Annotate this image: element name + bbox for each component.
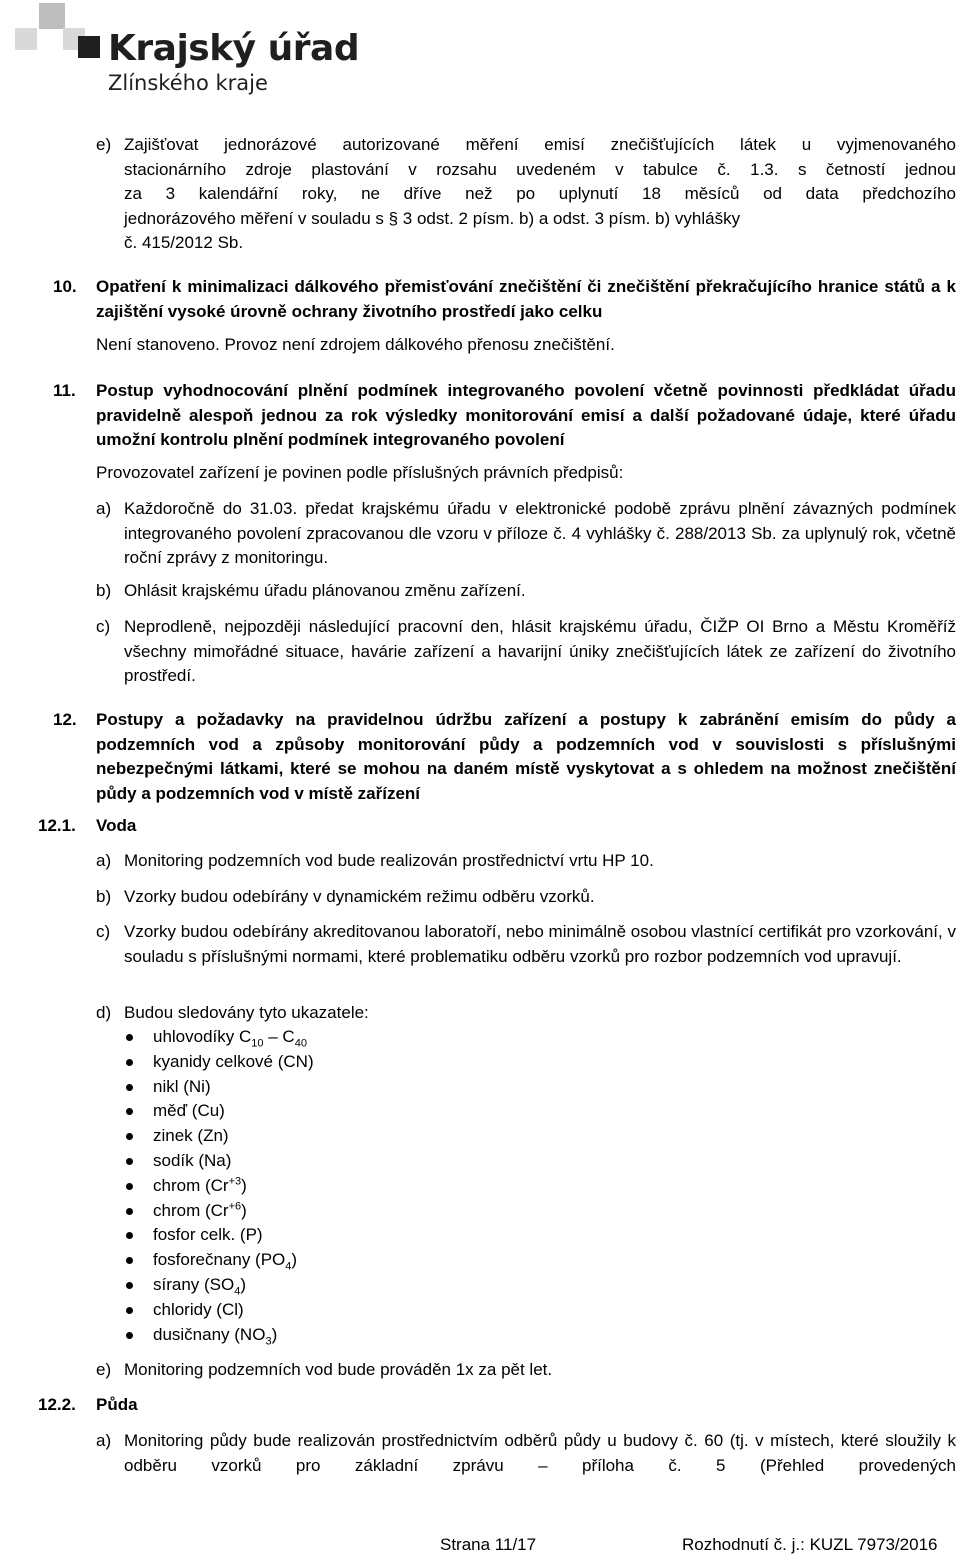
item-text: Ohlásit krajskému úřadu plánovanou změnu zařízení. — [124, 581, 526, 600]
list-item — [96, 885, 956, 910]
list-item: kyanidy celkové (CN) — [124, 1050, 824, 1075]
list-item: sírany $(SO_4)$ — [124, 1273, 824, 1298]
logo-square-light — [39, 3, 65, 29]
item-text: Budou sledovány tyto ukazatele: — [124, 1003, 369, 1022]
list-item — [96, 133, 956, 256]
item-label: d) — [96, 1003, 112, 1022]
list-item — [96, 579, 956, 604]
bullet-icon — [126, 1133, 133, 1140]
bullet-icon — [126, 1208, 133, 1215]
section-number: 11. — [53, 381, 76, 400]
bullet-icon — [126, 1282, 133, 1289]
item-text: Každoročně do 31.03. předat krajskému úřadu v elektronické podobě zprávu plnění závazných podmínek integrovaného povolení zpracovanou dle vzoru v příloze č. 4 vyhlášky č. 288/2013 Sb. za uplynulý rok, včetně roční zprávy z monitoringu. — [124, 499, 956, 567]
list-item: uhlovodíky $C_{10} - C_{40}$ — [124, 1025, 824, 1050]
subsection-title: Voda — [96, 816, 137, 835]
item-label: b) — [96, 581, 112, 600]
section-number: 12. — [53, 710, 77, 729]
item-label: c) — [96, 922, 111, 941]
section-title: Postup vyhodnocování plnění podmínek integrovaného povolení včetně povinnosti předkládat úřadu pravidelně alespoň jednou za rok výsledky monitorování emisí a další požadované údaje, které úřadu umožní kontrolu plnění podmínek integrovaného povolení — [96, 381, 956, 449]
section-text: Není stanoveno. Provoz není zdrojem dálkového přenosu znečištění. — [96, 335, 615, 354]
indicator-list — [124, 1025, 824, 1347]
bullet-icon — [126, 1257, 133, 1264]
page-number: Strana 11/17 — [440, 1535, 537, 1554]
item-line: č. 415/2012 Sb. — [124, 233, 244, 252]
section-intro: Provozovatel zařízení je povinen podle příslušných právních předpisů: — [96, 463, 624, 482]
list-item — [96, 1001, 956, 1026]
item-label: b) — [96, 887, 112, 906]
section-number: 10. — [53, 277, 77, 296]
item-label: e) — [96, 135, 112, 154]
item-label: a) — [96, 851, 112, 870]
bullet-icon — [126, 1108, 133, 1115]
list-item: měď (Cu) — [124, 1099, 824, 1124]
item-text: Vzorky budou odebírány akreditovanou laboratoří, nebo minimálně osobou vlastnící certifikát pro vzorkování, v souladu s příslušnými normami, které problematiku odběru vzorků pro rozbor podzemních vod upravují. — [124, 922, 956, 966]
logo-square-mid-1 — [15, 28, 37, 50]
subsection-number: 12.2. — [38, 1395, 76, 1414]
item-line: za 3 kalendářní roky, ne dříve než po uplynutí 18 měsíců od data předchozího — [124, 184, 956, 203]
bullet-icon — [126, 1307, 133, 1314]
list-item: nikl (Ni) — [124, 1075, 824, 1100]
list-item: chloridy (Cl) — [124, 1298, 824, 1323]
item-text: Monitoring podzemních vod bude realizován prostřednictví vrtu HP 10. — [124, 851, 654, 870]
list-item — [96, 1429, 956, 1478]
item-label: a) — [96, 499, 112, 518]
logo-subtitle: Zlínského kraje — [108, 71, 268, 95]
item-label: c) — [96, 617, 111, 636]
item-label: a) — [96, 1431, 112, 1450]
list-item — [96, 1358, 956, 1383]
logo-title: Krajský úřad — [108, 28, 360, 69]
list-item — [96, 920, 956, 969]
bullet-icon — [126, 1158, 133, 1165]
subsection-title: Půda — [96, 1395, 138, 1414]
list-item: zinek (Zn) — [124, 1124, 824, 1149]
bullet-icon — [126, 1332, 133, 1339]
list-item — [96, 497, 956, 571]
item-line: stacionárního zdroje plastování v rozsahu uvedeném v tabulce č. 1.3. s četností jednou — [124, 159, 956, 179]
list-item: fosfor celk. (P) — [124, 1223, 824, 1248]
list-item: chrom $(Cr^{+6})$ — [124, 1199, 824, 1224]
list-item: fosforečnany $(PO_4)$ — [124, 1248, 824, 1273]
item-line: Zajišťovat jednorázové autorizované měření emisí znečišťujících látek u vyjmenovaného — [124, 135, 956, 154]
list-item — [96, 615, 956, 689]
section-title: Opatření k minimalizaci dálkového přemisťování znečištění či znečištění překračujícího hranice států a k zajištění vysoké úrovně ochrany životního prostředí jako celku — [96, 277, 956, 321]
bullet-icon — [126, 1084, 133, 1091]
item-text: Neprodleně, nejpozději následující pracovní den, hlásit krajskému úřadu, ČIŽP OI Brno a Městu Kroměříž všechny mimořádné situace, havárie zařízení a havarijní úniky znečišťujících látek ze zařízení do životního prostředí. — [124, 617, 956, 685]
bullet-icon — [126, 1034, 133, 1041]
subsection-number: 12.1. — [38, 816, 76, 835]
list-item: dusičnany $(NO_3)$ — [124, 1323, 824, 1348]
logo-square-dark — [78, 36, 100, 58]
bullet-icon — [126, 1059, 133, 1066]
item-text: Monitoring podzemních vod bude prováděn 1x za pět let. — [124, 1360, 553, 1379]
item-line: jednorázového měření v souladu s § 3 odst. 2 písm. b) a odst. 3 písm. b) vyhlášky — [124, 208, 741, 228]
item-text: Vzorky budou odebírány v dynamickém režimu odběru vzorků. — [124, 887, 595, 906]
item-label: e) — [96, 1360, 112, 1379]
list-item: sodík (Na) — [124, 1149, 824, 1174]
bullet-icon — [126, 1232, 133, 1239]
document-reference: Rozhodnutí č. j.: KUZL 7973/2016 — [682, 1535, 938, 1554]
list-item — [96, 849, 956, 874]
list-item: chrom $(Cr^{+3})$ — [124, 1174, 824, 1199]
bullet-icon — [126, 1183, 133, 1190]
item-text: Monitoring půdy bude realizován prostřednictvím odběrů půdy u budovy č. 60 (tj. v místech, které sloužily k odběru vzorků pro základní zprávu – příloha č. 5 (Přehled provedených — [124, 1431, 956, 1475]
section-title: Postupy a požadavky na pravidelnou údržbu zařízení a postupy k zabránění emisím do půdy a podzemních vod a způsoby monitorování půdy a podzemních vod v souvislosti s příslušnými nebezpečnými látkami, které se mohou na daném místě vyskytovat a s ohledem na možnost znečištění půdy a podzemních vod v místě zařízení — [96, 710, 956, 803]
